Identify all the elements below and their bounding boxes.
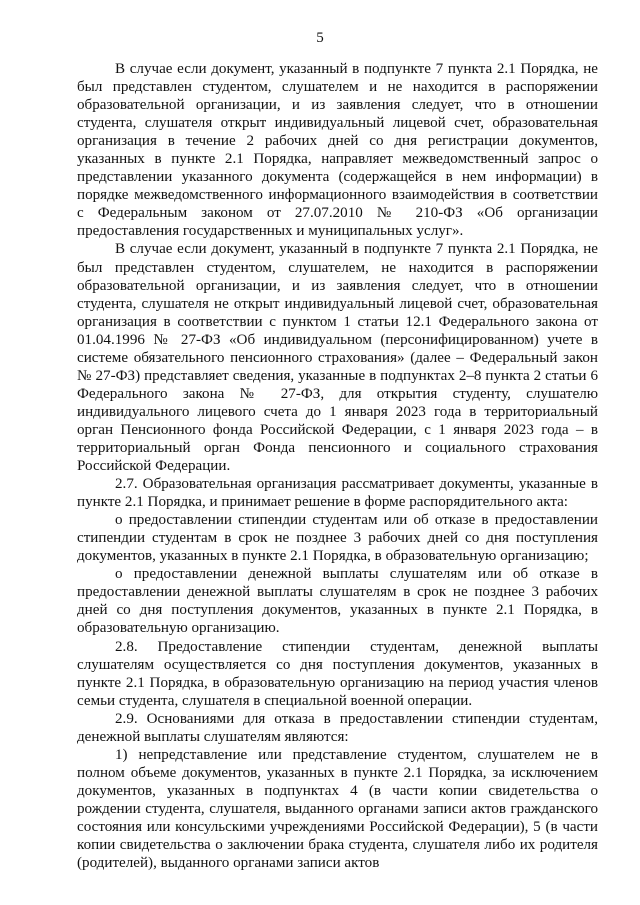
paragraph-refusal-ground-1: 1) непредставление или представление студентом, слушателем не в полном объеме документов, указанных в пункте 2.1 Порядка, за исключением документов, указанных в подпунктах 4 (в части копии свидетельства о рождении студента, слушателя, выданного органами записи актов гражданского состояния или консульскими учреждениями Российской Федерации), 5 (в части копии свидетельства о заключении брака студента, слушателя либо их родителя (родителей), выданного органами записи актов (77, 746, 598, 872)
document-body (77, 60, 598, 872)
paragraph-pension-fund-info: В случае если документ, указанный в подпункте 7 пункта 2.1 Порядка, не был представлен студентом, слушателем, не находится в распоряжении образовательной организации, и из заявления следует, что в отношении студента, слушателя не открыт индивидуальный лицевой счет, образовательная организация в соответствии с пунктом 1 статьи 12.1 Федерального закона от 01.04.1996 № 27-ФЗ «Об индивидуальном (персонифицированном) учете в системе обязательного пенсионного страхования» (далее – Федеральный закон № 27-ФЗ) представляет сведения, указанные в подпунктах 2–8 пункта 2 статьи 6 Федерального закона № 27-ФЗ, для открытия студенту, слушателю индивидуального лицевого счета до 1 января 2023 года в территориальный орган Пенсионного фонда Российской Федерации, с 1 января 2023 года – в территориальный орган Фонда пенсионного и социального страхования Российской Федерации. (77, 241, 598, 475)
paragraph-2-9: 2.9. Основаниями для отказа в предоставлении стипендии студентам, денежной выплаты слушателям являются: (77, 710, 598, 745)
paragraph-payment-decision: о предоставлении денежной выплаты слушателям или об отказе в предоставлении денежной выплаты слушателям в срок не позднее 3 рабочих дней со дня поступления документов, указанных в пункте 2.1 Порядка, в образовательную организацию. (77, 566, 598, 637)
page-number: 5 (316, 30, 324, 46)
paragraph-stipend-decision: о предоставлении стипендии студентам или об отказе в предоставлении стипендии студентам в срок не позднее 3 рабочих дней со дня поступления документов, указанных в пункте 2.1 Порядка, в образовательную организацию; (77, 512, 598, 565)
paragraph-2-8: 2.8. Предоставление стипендии студентам, денежной выплаты слушателям осуществляется со дня поступления документов, указанных в пункте 2.1 Порядка, в образовательную организацию на период участия членов семьи студента, слушателя в специальной военной операции. (77, 638, 598, 709)
paragraph-2-7: 2.7. Образовательная организация рассматривает документы, указанные в пункте 2.1 Порядка, и принимает решение в форме распорядительного акта: (77, 476, 598, 511)
paragraph-interagency-request: В случае если документ, указанный в подпункте 7 пункта 2.1 Порядка, не был представлен студентом, слушателем и не находится в распоряжении образовательной организации, и из заявления следует, что в отношении студента, слушателя открыт индивидуальный лицевой счет, образовательная организация в течение 2 рабочих дней со дня регистрации документов, указанных в пункте 2.1 Порядка, направляет межведомственный запрос о представлении указанного документа (содержащейся в нем информации) в порядке межведомственного информационного взаимодействия в соответствии с Федеральным законом от 27.07.2010 № 210-ФЗ «Об организации предоставления государственных и муниципальных услуг». (77, 61, 598, 240)
